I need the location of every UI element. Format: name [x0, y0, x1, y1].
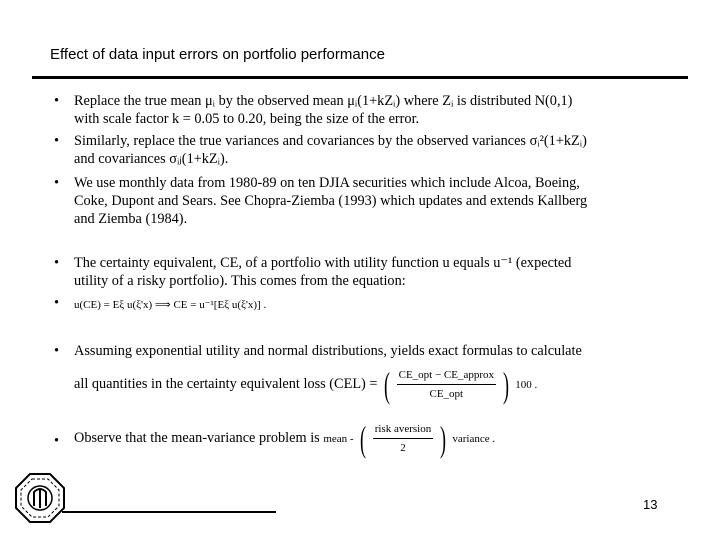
bullet-line: with scale factor k = 0.05 to 0.20, being the size of the error. [74, 111, 420, 127]
bullet-line: Similarly, replace the true variances and covariances by the observed variances σᵢ²(1+kZᵢ) [74, 133, 587, 149]
bullet-text [74, 254, 654, 290]
slide-title: Effect of data input errors on portfolio performance [50, 46, 385, 63]
bullet-text [74, 174, 654, 228]
bullet-dot: • [54, 295, 60, 311]
bullet-text [74, 342, 654, 403]
fraction-numerator: CE_opt − CE_approx [397, 366, 496, 385]
bullet-line: and Ziemba (1984). [74, 211, 188, 227]
utility-equation: u(CE) = Eξ u(ξ'x) ⟹ CE = u⁻¹[Eξ u(ξ'x)] . [74, 299, 267, 311]
bullet-line: and covariances σᵢⱼ(1+kZᵢ). [74, 151, 229, 167]
eq-suffix: variance . [452, 432, 496, 445]
bullet-text [74, 420, 654, 457]
right-paren: ) [502, 364, 509, 405]
footer-divider [62, 511, 276, 513]
cel-formula-line [74, 366, 654, 403]
bullet-line: all quantities in the certainty equivalent loss (CEL) = [74, 375, 378, 392]
octagon-logo-icon [14, 472, 66, 524]
bullet-line: Coke, Dupont and Sears. See Chopra-Ziemba (1993) which updates and extends Kallberg [74, 193, 588, 209]
bullet-dot: • [54, 433, 60, 449]
fraction-numerator: risk aversion [373, 420, 434, 439]
left-paren: ( [384, 364, 391, 405]
bullet-line: We use monthly data from 1980-89 on ten DJIA securities which include Alcoa, Boeing, [74, 175, 580, 191]
bullet-dot: • [54, 255, 60, 271]
bullet-lead: Observe that the mean-variance problem is [74, 429, 320, 446]
mean-variance-line [74, 420, 654, 457]
page-number: 13 [643, 497, 658, 512]
bullet-dot: • [54, 343, 60, 359]
bullet-line: Assuming exponential utility and normal distributions, yields exact formulas to calculate [74, 343, 582, 359]
title-divider [32, 76, 688, 79]
fraction-denominator: 2 [400, 442, 406, 454]
bullet-dot: • [54, 175, 60, 191]
risk-fraction [373, 420, 434, 457]
bullet-text [74, 132, 654, 168]
bullet-line: utility of a risky portfolio). This comes from the equation: [74, 273, 406, 289]
cel-fraction [397, 366, 496, 403]
bullet-line: The certainty equivalent, CE, of a portfolio with utility function u equals u⁻¹ (expected [74, 255, 572, 271]
cel-multiplier: 100 . [515, 378, 538, 391]
left-paren: ( [360, 418, 367, 459]
eq-prefix: mean - [323, 432, 354, 445]
bullet-dot: • [54, 93, 60, 109]
right-paren: ) [439, 418, 446, 459]
bullet-dot: • [54, 133, 60, 149]
fraction-denominator: CE_opt [429, 388, 464, 400]
bullet-text [74, 92, 654, 128]
bullet-line: Replace the true mean μᵢ by the observed mean μᵢ(1+kZᵢ) where Zᵢ is distributed N(0,1) [74, 93, 573, 109]
